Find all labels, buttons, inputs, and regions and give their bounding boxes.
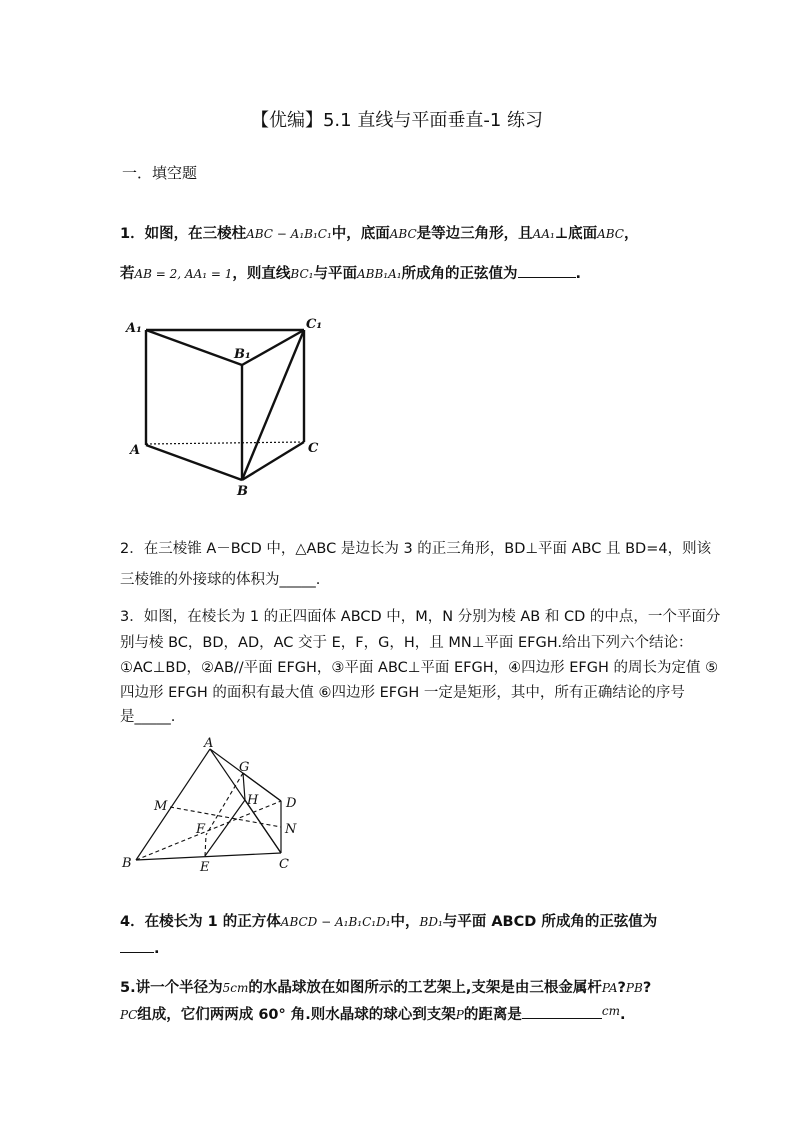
math: ABC [389, 227, 417, 241]
text: 的距离是 [463, 1007, 522, 1023]
vertex-label: D [286, 796, 297, 811]
perp-symbol: ⊥ [554, 226, 569, 242]
text: 与平面 [313, 266, 357, 282]
vertex-label: F [196, 822, 206, 837]
question-4-line-1 [120, 910, 657, 931]
text: ， [623, 226, 639, 242]
text: 中，底面 [331, 226, 390, 242]
math: BD₁ [419, 915, 443, 929]
question-4-line-2 [120, 940, 160, 957]
text: . [154, 941, 160, 957]
text: 若 [120, 266, 135, 282]
text: 的水晶球放在如图所示的工艺架上,支架是由三根金属杆 [248, 980, 602, 996]
math: ABCD − A₁B₁C₁D₁ [280, 915, 391, 929]
question-2-line-1: 2．在三棱锥 A－BCD 中，△ABC 是边长为 3 的正三角形，BD⊥平面 ABC 且 BD=4，则该 [120, 541, 712, 557]
vertex-label: G [239, 760, 250, 775]
question-3-line-4: 四边形 EFGH 的面积有最大值 ⑥四边形 EFGH 一定是矩形，其中，所有正确结论的序号 [120, 685, 685, 701]
math: ABB₁A₁ [356, 267, 402, 281]
text: 与平面 ABCD 所成角的正弦值为 [442, 914, 658, 930]
question-1-line-1 [120, 222, 638, 243]
page-title: 【优编】5.1 直线与平面垂直-1 练习 [250, 110, 543, 131]
tetrahedron-figure [118, 735, 308, 880]
math: P [455, 1008, 464, 1022]
question-number: 4． [120, 914, 145, 930]
vertex-label: B [122, 856, 132, 871]
vertex-label: M [154, 799, 168, 814]
vertex-label: E [200, 860, 210, 875]
question-5-line-2 [120, 1003, 626, 1024]
question-3-line-1: 3．如图，在棱长为 1 的正四面体 ABCD 中，M，N 分别为棱 AB 和 CD 的中点，一个平面分 [120, 609, 721, 625]
section-heading: 一．填空题 [122, 164, 198, 182]
vertex-label: N [285, 822, 297, 837]
math: ABC − A₁B₁C₁ [246, 227, 332, 241]
math: 5cm [222, 981, 249, 995]
text: 如图，在三棱柱 [144, 226, 247, 242]
answer-blank[interactable] [522, 1006, 602, 1019]
text: ，则直线 [232, 266, 291, 282]
text: 5.讲一个半径为 [120, 980, 223, 996]
vertex-label: H [247, 793, 259, 808]
text: 底面 [568, 226, 598, 242]
math: PB [625, 981, 643, 995]
vertex-label: B₁ [234, 347, 251, 362]
text: 在棱长为 1 的正方体 [144, 914, 281, 930]
question-3-line-2: 别与棱 BC，BD，AD，AC 交于 E，F，G，H，且 MN⊥平面 EFGH.给出下列六个结论： [120, 635, 693, 651]
question-3-line-3: ①AC⊥BD，②AB//平面 EFGH，③平面 ABC⊥平面 EFGH，④四边形 EFGH 的周长为定值 ⑤ [120, 660, 719, 676]
math: AB = 2, AA₁ = 1 [134, 267, 233, 281]
math: BC₁ [290, 267, 314, 281]
question-3-line-5: 是_____. [120, 709, 176, 725]
vertex-label: B [237, 484, 248, 499]
text: 所成角的正弦值为 [401, 266, 518, 282]
math: PC [120, 1008, 138, 1022]
answer-blank[interactable] [518, 265, 576, 278]
text: . [619, 1007, 626, 1023]
text: 组成，它们两两成 60° 角.则水晶球的球心到支架 [137, 1007, 456, 1023]
vertex-label: C [279, 857, 289, 872]
vertex-label: A₁ [126, 321, 142, 336]
question-number: 1． [120, 226, 145, 242]
question-1-line-2 [120, 262, 581, 283]
text: ? [642, 980, 652, 996]
vertex-label: C₁ [306, 317, 323, 332]
question-2-line-2: 三棱锥的外接球的体积为_____. [120, 572, 321, 588]
text: 是等边三角形，且 [416, 226, 533, 242]
math: ABC [597, 227, 624, 241]
text: ? [617, 980, 626, 996]
text: 中， [390, 914, 420, 930]
math: cm [601, 1004, 620, 1018]
question-5-line-1 [120, 976, 651, 997]
prism-figure [118, 312, 330, 502]
math: AA₁ [532, 227, 555, 241]
answer-blank[interactable] [120, 940, 154, 953]
math: PA [601, 981, 618, 995]
vertex-label: A [204, 736, 214, 751]
vertex-label: A [130, 443, 141, 458]
vertex-label: C [308, 441, 319, 456]
text: . [575, 266, 582, 282]
